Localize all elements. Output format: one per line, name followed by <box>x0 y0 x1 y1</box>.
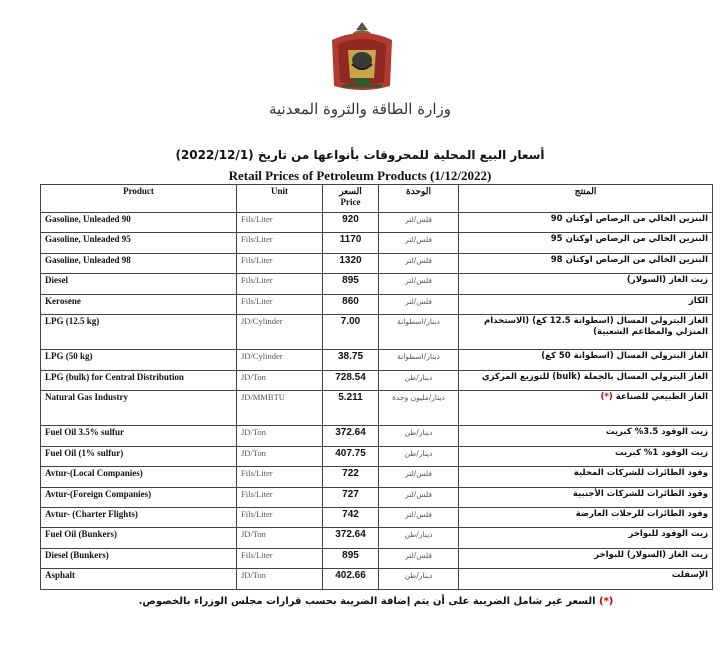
price-cell-text: 895 <box>342 549 359 561</box>
unit-ar-cell <box>379 446 459 466</box>
product-cell-text: Natural Gas Industry <box>45 392 129 403</box>
price-cell-text: 38.75 <box>337 351 364 363</box>
unit-cell <box>237 467 323 487</box>
table-row <box>41 548 713 568</box>
table-row <box>41 253 713 273</box>
unit-ar-cell-text: دينار/طن <box>404 530 433 540</box>
product-ar-cell-text: زيت الوقود للبواخر <box>628 529 708 540</box>
product-ar-cell <box>459 315 713 350</box>
product-ar-cell <box>459 253 713 273</box>
price-cell-text: 7.00 <box>340 316 361 328</box>
product-cell <box>41 213 237 233</box>
unit-cell <box>237 233 323 253</box>
coat-of-arms-emblem <box>324 20 400 94</box>
price-cell <box>323 233 379 253</box>
column-header-unit: Unit <box>237 185 323 213</box>
unit-cell <box>237 426 323 446</box>
unit-cell <box>237 274 323 294</box>
unit-ar-cell-text: فلس/لتر <box>405 296 432 306</box>
product-ar-cell <box>459 507 713 527</box>
unit-cell <box>237 370 323 390</box>
unit-ar-cell-text: فلس/لتر <box>405 255 432 265</box>
unit-ar-cell-text: دينار/اسطوانة <box>397 317 440 327</box>
product-ar-cell <box>459 370 713 390</box>
unit-cell-text: Fils/Liter <box>241 508 273 519</box>
unit-cell-text: Fils/Liter <box>241 275 273 286</box>
unit-ar-cell <box>379 569 459 590</box>
unit-ar-cell <box>379 294 459 314</box>
unit-cell-text: Fils/Liter <box>241 549 273 560</box>
footnote-text: السعر غير شامل الضريبة على أن يتم إضافة الضريبة بحسب قرارات مجلس الوزراء بالخصوص. <box>138 596 596 607</box>
price-cell <box>323 426 379 446</box>
unit-cell <box>237 213 323 233</box>
product-ar-cell-text: الغاز البترولي المسال (اسطوانة 50 كغ) <box>541 351 708 362</box>
unit-cell <box>237 569 323 590</box>
unit-cell-text: JD/Ton <box>241 371 266 382</box>
page-title-arabic: أسعار البيع المحلية للمحروقات بأنواعها من تاريخ (2022/12/1) <box>175 148 545 162</box>
product-cell-text: Diesel <box>45 275 68 286</box>
table-row <box>41 507 713 527</box>
price-cell <box>323 274 379 294</box>
price-cell <box>323 350 379 370</box>
product-cell <box>41 446 237 466</box>
column-header-price <box>323 185 379 213</box>
unit-ar-cell-text: دينار/طن <box>404 372 433 382</box>
product-cell-text: Avtur-(Local Companies) <box>45 468 143 479</box>
price-cell <box>323 213 379 233</box>
product-ar-cell-text: زيت الغاز (السولار) <box>626 275 708 286</box>
table-row <box>41 446 713 466</box>
unit-cell-text: JD/Cylinder <box>241 351 283 362</box>
table-row <box>41 467 713 487</box>
table-row <box>41 294 713 314</box>
price-cell <box>323 507 379 527</box>
price-cell <box>323 467 379 487</box>
price-cell-text: 895 <box>342 275 359 287</box>
product-cell <box>41 233 237 253</box>
price-cell <box>323 315 379 350</box>
table-header-row <box>41 185 713 213</box>
unit-ar-cell-text: فلس/لتر <box>405 489 432 499</box>
unit-ar-cell <box>379 350 459 370</box>
unit-ar-cell-text: فلس/لتر <box>405 235 432 245</box>
footnote-star: (*) <box>599 596 614 607</box>
footnote <box>40 596 712 607</box>
unit-ar-cell-text: فلس/لتر <box>405 469 432 479</box>
unit-cell-text: Fils/Liter <box>241 254 273 265</box>
product-cell <box>41 294 237 314</box>
product-cell-text: Gasoline, Unleaded 90 <box>45 214 131 224</box>
price-cell-text: 407.75 <box>335 447 366 459</box>
product-ar-cell <box>459 548 713 568</box>
unit-ar-cell-text: دينار/طن <box>404 428 433 438</box>
column-header-price-ar: السعر <box>339 186 362 196</box>
price-cell-text: 920 <box>342 214 359 225</box>
price-cell-text: 372.64 <box>335 427 366 439</box>
unit-ar-cell <box>379 233 459 253</box>
unit-ar-cell <box>379 426 459 446</box>
price-cell-text: 402.66 <box>335 570 366 582</box>
price-cell-text: 1170 <box>339 234 362 246</box>
price-cell <box>323 294 379 314</box>
table-row <box>41 213 713 233</box>
unit-ar-cell <box>379 391 459 426</box>
product-cell <box>41 370 237 390</box>
price-cell <box>323 370 379 390</box>
column-header-price-en: Price <box>340 197 361 207</box>
unit-cell <box>237 315 323 350</box>
unit-cell <box>237 446 323 466</box>
price-cell <box>323 569 379 590</box>
price-cell <box>323 391 379 426</box>
price-cell <box>323 548 379 568</box>
price-cell-text: 372.64 <box>335 529 366 541</box>
product-cell-text: Avtur-(Foreign Companies) <box>45 488 152 499</box>
product-cell <box>41 426 237 446</box>
product-ar-cell <box>459 487 713 507</box>
ministry-name: وزارة الطاقة والثروة المعدنية <box>268 100 452 118</box>
unit-ar-cell <box>379 213 459 233</box>
product-cell-text: LPG (50 kg) <box>45 351 93 362</box>
column-header-product: Product <box>41 185 237 213</box>
unit-cell-text: JD/MMBTU <box>241 392 285 403</box>
product-cell <box>41 315 237 350</box>
table-row <box>41 569 713 590</box>
unit-ar-cell <box>379 370 459 390</box>
product-ar-cell <box>459 274 713 294</box>
unit-ar-cell <box>379 487 459 507</box>
unit-cell-text: JD/Ton <box>241 447 266 458</box>
product-cell-text: Fuel Oil (1% sulfur) <box>45 447 124 458</box>
unit-ar-cell-text: دينار/مليون وحدة <box>392 393 445 403</box>
unit-ar-cell <box>379 315 459 350</box>
unit-cell-text: JD/Ton <box>241 529 266 540</box>
unit-ar-cell-text: دينار/طن <box>404 571 433 581</box>
product-ar-cell <box>459 350 713 370</box>
unit-ar-cell-text: دينار/اسطوانة <box>397 352 440 362</box>
product-ar-cell <box>459 294 713 314</box>
product-ar-cell <box>459 528 713 548</box>
product-ar-cell <box>459 446 713 466</box>
price-cell-text: 5.211 <box>338 392 363 404</box>
table-row <box>41 274 713 294</box>
unit-ar-cell <box>379 507 459 527</box>
product-cell-text: LPG (12.5 kg) <box>45 316 100 327</box>
product-ar-cell-text: وقود الطائرات للرحلات العارضة <box>575 508 708 519</box>
product-cell <box>41 507 237 527</box>
product-ar-cell-text: زيت الوقود 3.5% كبريت <box>605 427 708 438</box>
unit-ar-cell <box>379 528 459 548</box>
product-ar-cell-text: الكاز <box>688 295 708 306</box>
table-row <box>41 528 713 548</box>
product-ar-cell-text: الغاز البترولي المسال بالجملة (bulk) للتوزيع المركزي <box>481 371 708 382</box>
table-row <box>41 370 713 390</box>
product-ar-cell-text: زيت الوقود 1% كبريت <box>615 447 708 458</box>
table-row <box>41 487 713 507</box>
unit-cell-text: Fils/Liter <box>241 214 273 224</box>
product-cell <box>41 391 237 426</box>
price-cell-text: 860 <box>342 295 359 307</box>
product-cell-text: LPG (bulk) for Central Distribution <box>45 371 184 382</box>
product-cell-text: Avtur- (Charter Flights) <box>45 508 138 519</box>
price-cell <box>323 253 379 273</box>
unit-ar-cell <box>379 274 459 294</box>
price-cell-text: 727 <box>342 488 359 500</box>
product-ar-cell-text: الغاز الطبيعي للصناعة <box>615 392 708 403</box>
price-cell-text: 1320 <box>339 254 362 266</box>
product-ar-cell-text: وقود الطائرات للشركات المحلية <box>573 468 708 479</box>
unit-ar-cell-text: فلس/لتر <box>405 550 432 560</box>
price-cell-text: 742 <box>342 508 359 520</box>
product-cell <box>41 253 237 273</box>
table-row <box>41 350 713 370</box>
unit-cell <box>237 350 323 370</box>
product-ar-cell <box>459 391 713 426</box>
table-row <box>41 391 713 426</box>
table-row <box>41 426 713 446</box>
column-header-unit-ar: الوحدة <box>379 185 459 213</box>
unit-cell-text: Fils/Liter <box>241 488 273 499</box>
unit-ar-cell <box>379 253 459 273</box>
price-table <box>40 184 713 590</box>
product-cell <box>41 467 237 487</box>
product-cell <box>41 528 237 548</box>
product-cell <box>41 350 237 370</box>
footnote-marker: (*) <box>600 392 613 403</box>
table-row <box>41 315 713 350</box>
unit-cell-text: Fils/Liter <box>241 468 273 479</box>
product-cell-text: Diesel (Bunkers) <box>45 549 109 560</box>
column-header-product-ar: المنتج <box>459 185 713 213</box>
price-cell <box>323 528 379 548</box>
product-cell <box>41 548 237 568</box>
unit-ar-cell-text: فلس/لتر <box>405 215 432 224</box>
product-ar-cell-text: البنزين الخالي من الرصاص اوكتان 95 <box>550 234 708 245</box>
unit-ar-cell-text: فلس/لتر <box>405 509 432 519</box>
product-cell <box>41 569 237 590</box>
product-ar-cell-text: وقود الطائرات للشركات الأجنبية <box>572 488 708 499</box>
price-cell-text: 728.54 <box>335 371 366 383</box>
unit-ar-cell-text: فلس/لتر <box>405 276 432 286</box>
product-cell-text: Gasoline, Unleaded 95 <box>45 234 131 245</box>
unit-ar-cell-text: دينار/طن <box>404 448 433 458</box>
product-ar-cell <box>459 213 713 233</box>
unit-cell-text: JD/Ton <box>241 570 266 581</box>
product-ar-cell <box>459 426 713 446</box>
product-ar-cell-text: الإسفلت <box>671 570 708 581</box>
unit-cell <box>237 294 323 314</box>
unit-cell <box>237 548 323 568</box>
unit-cell <box>237 487 323 507</box>
product-cell-text: Fuel Oil 3.5% sulfur <box>45 427 125 438</box>
product-cell <box>41 487 237 507</box>
unit-ar-cell <box>379 467 459 487</box>
page-title-english: Retail Prices of Petroleum Products (1/12/2022) <box>228 168 492 183</box>
product-cell-text: Asphalt <box>45 570 76 581</box>
price-cell-text: 722 <box>342 468 359 480</box>
product-ar-cell-text: زيت الغاز (السولار) للبواخر <box>594 549 708 560</box>
product-cell-text: Kerosene <box>45 295 81 306</box>
price-cell <box>323 446 379 466</box>
unit-cell <box>237 391 323 426</box>
unit-ar-cell <box>379 548 459 568</box>
product-ar-cell-text: الغاز البترولي المسال (اسطوانة 12.5 كغ) (الاستخدام المنزلي والمطاعم الشعبية) <box>484 316 708 338</box>
table-row <box>41 233 713 253</box>
unit-cell-text: Fils/Liter <box>241 234 273 245</box>
unit-cell <box>237 507 323 527</box>
unit-cell <box>237 528 323 548</box>
product-ar-cell <box>459 569 713 590</box>
product-ar-cell-text: البنزين الخالي من الرصاص اوكتان 98 <box>550 254 708 265</box>
unit-cell-text: Fils/Liter <box>241 295 273 306</box>
unit-cell <box>237 253 323 273</box>
product-ar-cell-text: البنزين الخالي من الرصاص أوكتان 90 <box>550 214 708 224</box>
unit-cell-text: JD/Ton <box>241 427 266 438</box>
product-cell-text: Gasoline, Unleaded 98 <box>45 254 131 265</box>
unit-cell-text: JD/Cylinder <box>241 316 283 327</box>
product-ar-cell <box>459 233 713 253</box>
price-cell <box>323 487 379 507</box>
product-ar-cell <box>459 467 713 487</box>
product-cell <box>41 274 237 294</box>
product-cell-text: Fuel Oil (Bunkers) <box>45 529 118 540</box>
